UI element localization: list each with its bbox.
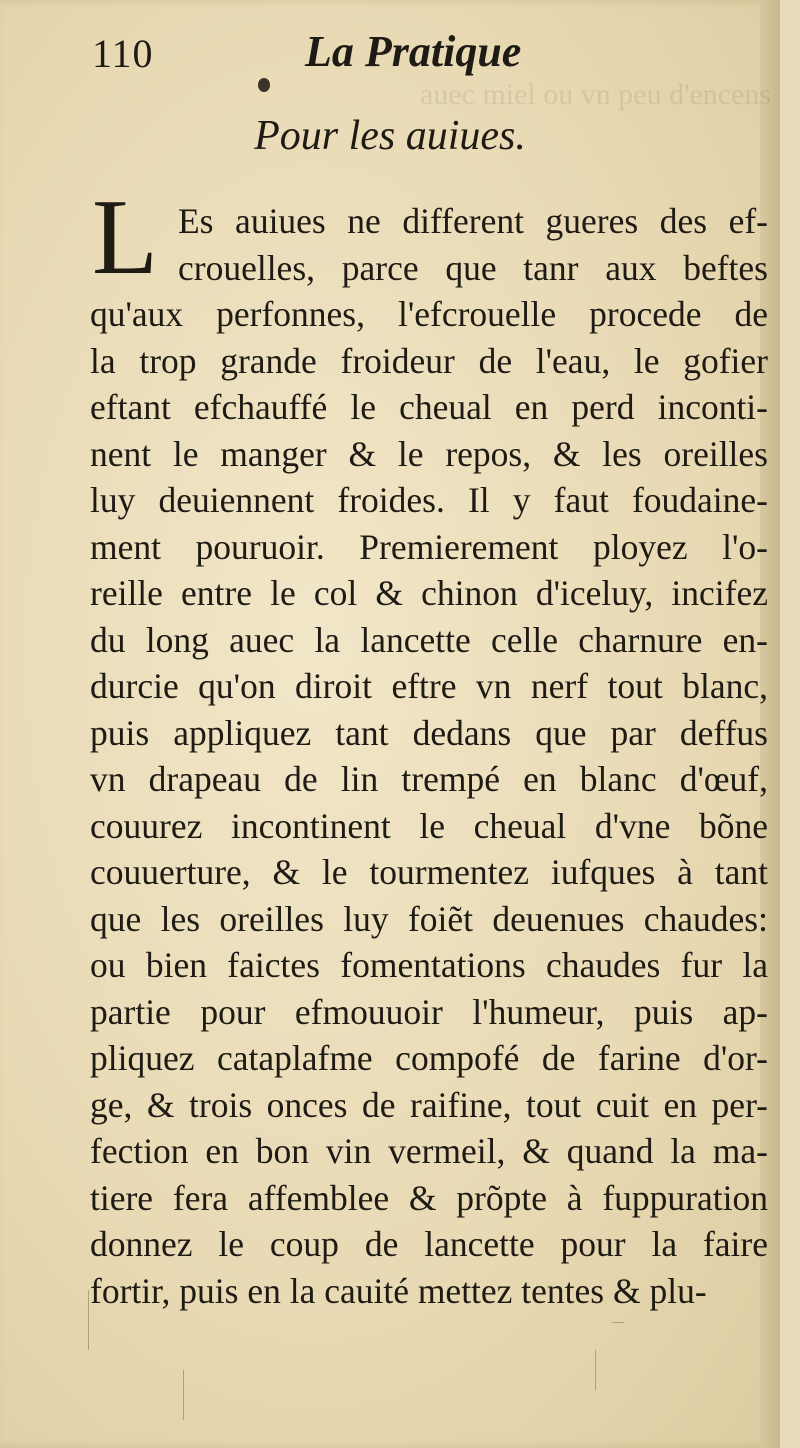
paper-scratch: [612, 1322, 624, 1323]
text-line: ment pouruoir. Premierement ployez l'o-: [90, 526, 768, 567]
page-number: 110: [92, 31, 154, 76]
text-line: ge, & trois onces de raifine, tout cuit en per-: [90, 1084, 768, 1125]
paper-scratch: [88, 1290, 89, 1350]
text-line: pliquez cataplafme compofé de farine d'or-: [90, 1038, 768, 1078]
running-head: [0, 20, 780, 76]
text-line: vn drapeau de lin trempé en blanc d'œuf,: [90, 759, 768, 799]
drop-capital: L: [92, 178, 158, 297]
body-text: [90, 198, 768, 1314]
paper-scratch: [595, 1350, 596, 1390]
paper-scratch: [183, 1370, 184, 1420]
text-line: du long auec la lancette celle charnure en-: [90, 619, 768, 660]
text-line: puis appliquez tant dedans que par deffus: [90, 712, 768, 753]
text-line: durcie qu'on diroit eftre vn nerf tout blanc,: [90, 666, 768, 706]
text-line: qu'aux perfonnes, l'efcrouelle procede de: [90, 294, 768, 334]
text-line: la trop grande froideur de l'eau, le gofier: [90, 340, 768, 381]
text-line: fection en bon vin vermeil, & quand la ma-: [90, 1131, 768, 1171]
text-line: partie pour efmouuoir l'humeur, puis ap-: [90, 991, 768, 1032]
text-line: reille entre le col & chinon d'iceluy, incifez: [90, 573, 768, 613]
text-line: nent le manger & le repos, & les oreilles: [90, 433, 768, 474]
text-line: ou bien faictes fomentations chaudes fur la: [90, 945, 768, 985]
text-line: luy deuiennent froides. Il y faut foudaine-: [90, 480, 768, 520]
text-line: Es auiues ne different gueres des ef-: [178, 201, 768, 241]
bleed-through-text: auec miel ou vn peu d'encens: [420, 78, 772, 111]
text-line: couuerture, & le tourmentez iufques à tant: [90, 852, 768, 892]
running-title: La Pratique: [305, 27, 522, 76]
text-line: que les oreilles luy foiẽt deuenues chaudes:: [90, 898, 768, 939]
text-line: couurez incontinent le cheual d'vne bõne: [90, 805, 768, 846]
text-line: tiere fera affemblee & prõpte à fuppuration: [90, 1177, 768, 1218]
text-line: donnez le coup de lancette pour la faire: [90, 1224, 768, 1264]
section-heading: Pour les auiues.: [254, 113, 526, 159]
text-line: crouelles, parce que tanr aux beftes: [178, 247, 768, 288]
ink-spot: [258, 78, 270, 92]
text-line: fortir, puis en la cauité mettez tentes & plu-: [90, 1270, 707, 1311]
text-line: eftant efchauffé le cheual en perd inconti-: [90, 387, 768, 427]
